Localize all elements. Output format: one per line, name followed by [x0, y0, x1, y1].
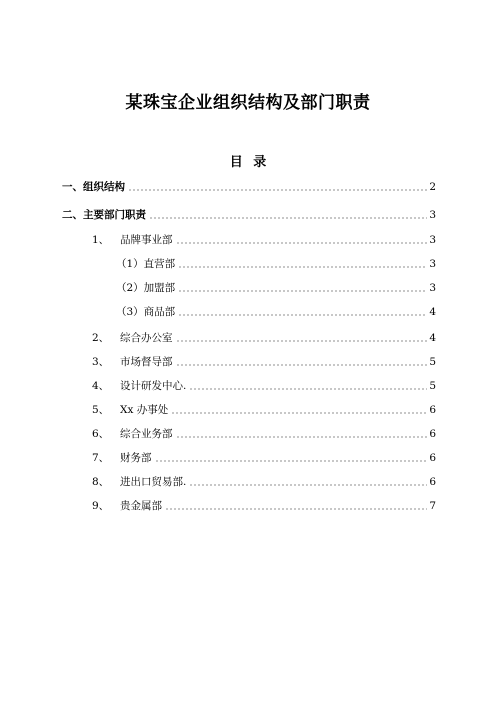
toc-entry-number: 6、: [92, 428, 110, 440]
toc-page-number: 6: [429, 404, 436, 416]
toc-page-number: 6: [429, 452, 436, 464]
toc-entry-number: 4、: [92, 380, 110, 392]
toc-entry-department-duties[interactable]: [62, 208, 436, 222]
toc-entry-number: 9、: [92, 500, 110, 512]
toc-heading: 目 录: [229, 155, 267, 170]
toc-page-number: 3: [429, 234, 436, 246]
toc-page-number: 4: [429, 332, 436, 344]
toc-dot-leader: [155, 460, 428, 462]
toc-entry-text: 主要部门职责: [83, 209, 146, 221]
toc-entry-number: 5、: [92, 404, 110, 416]
toc-entry-precious-metals[interactable]: [92, 499, 436, 513]
toc-entry-text: 品牌事业部: [120, 234, 173, 246]
toc-entry-brand-division[interactable]: [92, 233, 436, 247]
toc-entry-general-business[interactable]: [92, 427, 436, 441]
toc-entry-number: 1、: [92, 234, 110, 246]
toc-entry-market-supervision[interactable]: [92, 355, 436, 369]
toc-entry-text: 综合业务部: [120, 428, 173, 440]
toc-entry-number: 3、: [92, 356, 110, 368]
toc-dot-leader: [189, 484, 427, 486]
toc-entry-text: 综合办公室: [120, 332, 173, 344]
toc-entry-number: 二、: [62, 209, 83, 221]
toc-entry-text: 市场督导部: [120, 356, 173, 368]
toc-entry-label: [62, 208, 146, 222]
toc-page-number: 2: [429, 181, 436, 193]
toc-dot-leader: [149, 217, 427, 219]
toc-entry-text: （2）加盟部: [116, 282, 176, 294]
toc-dot-leader: [128, 189, 427, 191]
toc-entry-text: 组织结构: [83, 181, 125, 193]
toc-page-number: 5: [429, 380, 436, 392]
toc-dot-leader: [189, 388, 427, 390]
toc-entry-label: [62, 180, 125, 194]
toc-page-number: 3: [429, 258, 436, 270]
toc-entry-text: 设计研发中心.: [120, 380, 187, 392]
toc-entry-general-office[interactable]: [92, 331, 436, 345]
toc-entry-import-export[interactable]: [92, 475, 436, 489]
toc-entry-number: 7、: [92, 452, 110, 464]
toc-entry-finance[interactable]: [92, 451, 436, 465]
toc-page-number: 6: [429, 428, 436, 440]
document-title: 某珠宝企业组织结构及部门职责: [125, 93, 371, 113]
toc-entry-xx-office[interactable]: [92, 403, 436, 417]
toc-dot-leader: [178, 290, 427, 292]
toc-page-number: 7: [429, 500, 436, 512]
toc-entry-direct-sales[interactable]: [116, 257, 436, 271]
toc-entry-franchise[interactable]: [116, 281, 436, 295]
toc-page-number: 3: [429, 209, 436, 221]
toc-entry-number: 一、: [62, 181, 83, 193]
toc-entry-number: 8、: [92, 476, 110, 488]
toc-dot-leader: [171, 412, 427, 414]
toc-entry-text: 贵金属部: [120, 500, 162, 512]
toc-page-number: 6: [429, 476, 436, 488]
toc-dot-leader: [178, 266, 427, 268]
toc-page-number: 3: [429, 282, 436, 294]
toc-page-number: 5: [429, 356, 436, 368]
toc-dot-leader: [176, 340, 428, 342]
toc-dot-leader: [176, 364, 428, 366]
toc-entry-text: 进出口贸易部.: [120, 476, 187, 488]
toc-entry-organization-structure[interactable]: [62, 180, 436, 194]
toc-page-number: 4: [429, 306, 436, 318]
toc-dot-leader: [176, 242, 428, 244]
toc-entry-number: 2、: [92, 332, 110, 344]
toc-entry-text: （3）商品部: [116, 306, 176, 318]
toc-entry-text: Xx 办事处: [120, 404, 169, 416]
toc-entry-text: 财务部: [120, 452, 152, 464]
toc-dot-leader: [178, 314, 427, 316]
toc-dot-leader: [165, 508, 427, 510]
toc-entry-text: （1）直营部: [116, 258, 176, 270]
toc-entry-merchandise[interactable]: [116, 305, 436, 319]
toc-entry-design-center[interactable]: [92, 379, 436, 393]
toc-dot-leader: [176, 436, 428, 438]
